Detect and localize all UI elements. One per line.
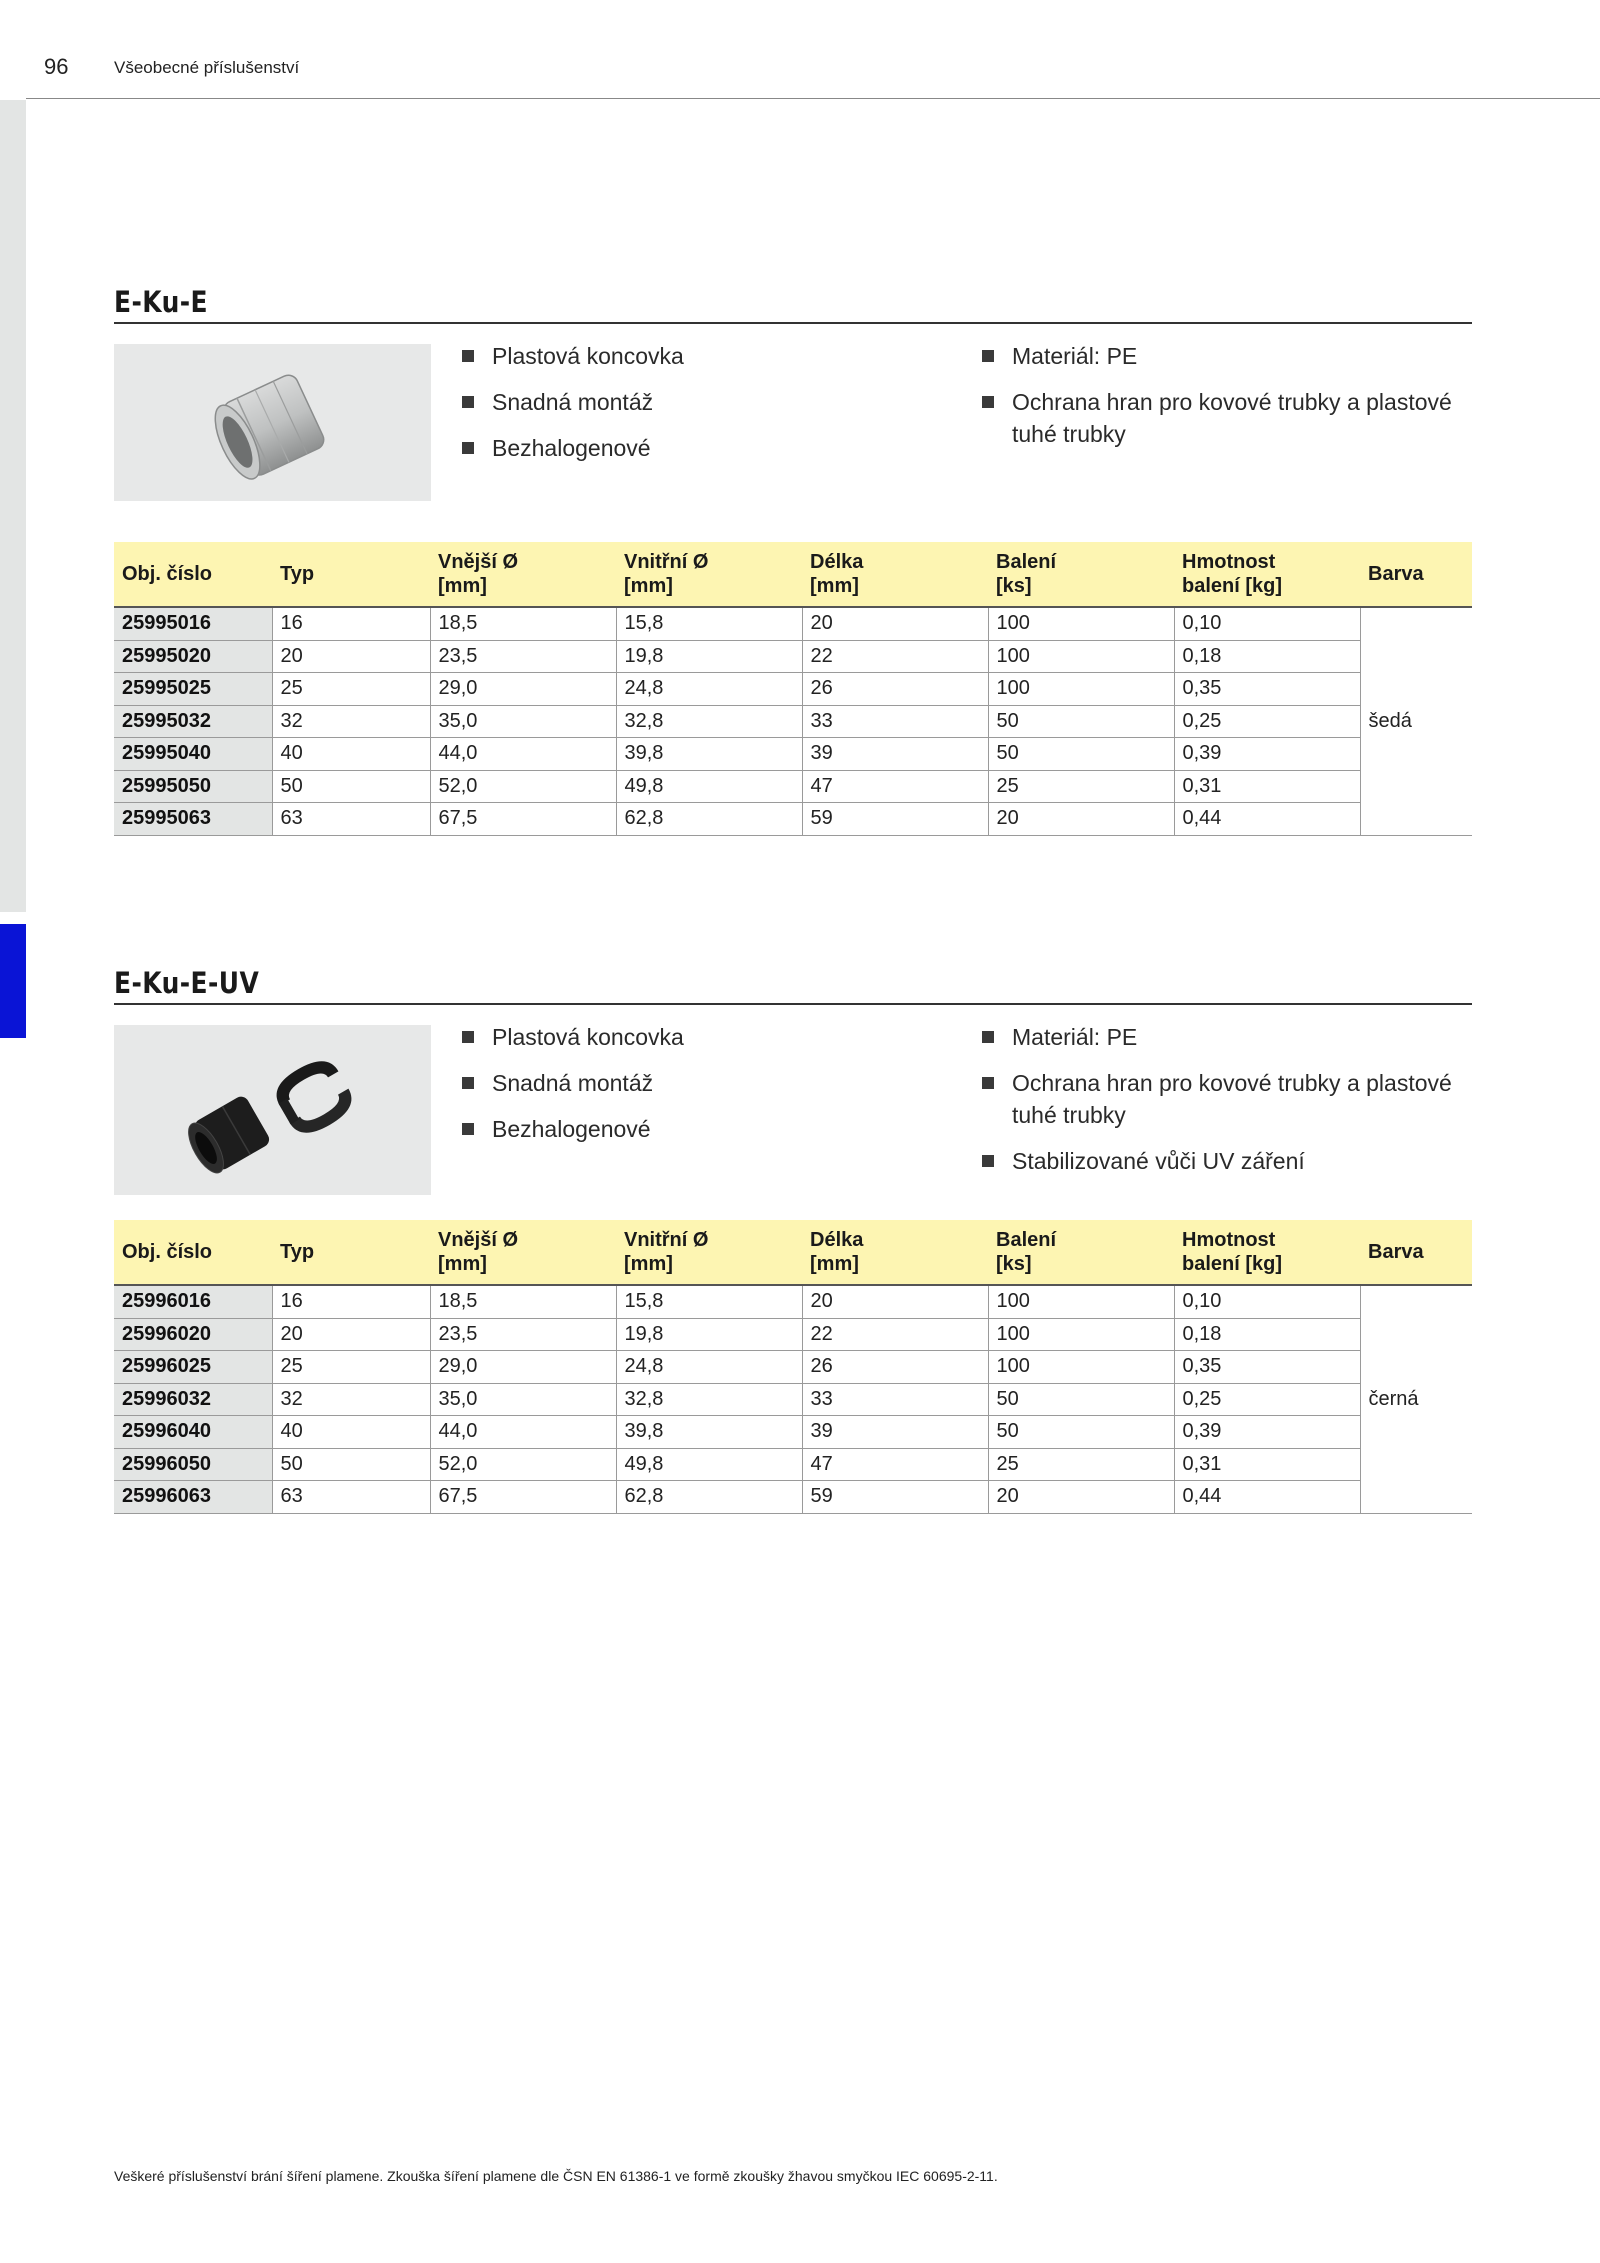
table-cell: 24,8 — [616, 1351, 802, 1384]
table-cell: 16 — [272, 1285, 430, 1318]
feature-item: Plastová koncovka — [462, 340, 942, 372]
table-cell: 20 — [272, 640, 430, 673]
column-header: Balení [ks] — [988, 542, 1174, 607]
table-cell: 39,8 — [616, 1416, 802, 1449]
table-cell: 52,0 — [430, 1448, 616, 1481]
colour-cell: šedá — [1360, 607, 1472, 835]
order-number-cell: 25995032 — [114, 705, 272, 738]
table-cell: 39,8 — [616, 738, 802, 771]
column-header: Délka [mm] — [802, 1220, 988, 1285]
table-cell: 0,31 — [1174, 770, 1360, 803]
table-cell: 100 — [988, 1351, 1174, 1384]
square-bullet-icon — [982, 1077, 994, 1089]
square-bullet-icon — [982, 1155, 994, 1167]
square-bullet-icon — [982, 350, 994, 362]
square-bullet-icon — [462, 1077, 474, 1089]
table-cell: 20 — [272, 1318, 430, 1351]
table-row — [114, 738, 1472, 771]
feature-item: Snadná montáž — [462, 1067, 942, 1099]
column-header: Obj. číslo — [114, 1220, 272, 1285]
table-cell: 47 — [802, 770, 988, 803]
table-row — [114, 1285, 1472, 1318]
table-cell: 0,18 — [1174, 1318, 1360, 1351]
table-cell: 49,8 — [616, 1448, 802, 1481]
feature-list-right — [982, 1021, 1482, 1191]
page-header — [0, 0, 1600, 100]
table-cell: 20 — [802, 607, 988, 640]
table-cell: 0,35 — [1174, 673, 1360, 706]
table-cell: 35,0 — [430, 705, 616, 738]
table-cell: 0,10 — [1174, 1285, 1360, 1318]
feature-item: Bezhalogenové — [462, 432, 942, 464]
table-cell: 62,8 — [616, 1481, 802, 1514]
section-divider — [114, 1003, 1472, 1005]
table-cell: 15,8 — [616, 607, 802, 640]
square-bullet-icon — [462, 350, 474, 362]
table-cell: 50 — [988, 705, 1174, 738]
table-cell: 23,5 — [430, 1318, 616, 1351]
colour-cell: černá — [1360, 1285, 1472, 1513]
column-header: Vnější Ø [mm] — [430, 1220, 616, 1285]
table-cell: 22 — [802, 640, 988, 673]
table-cell: 67,5 — [430, 803, 616, 836]
table-row — [114, 640, 1472, 673]
column-header: Barva — [1360, 1220, 1472, 1285]
table-cell: 25 — [272, 1351, 430, 1384]
table-cell: 35,0 — [430, 1383, 616, 1416]
square-bullet-icon — [462, 1123, 474, 1135]
table-row — [114, 803, 1472, 836]
side-chapter-marker — [0, 924, 26, 1038]
table-cell: 47 — [802, 1448, 988, 1481]
table-cell: 18,5 — [430, 607, 616, 640]
table-cell: 67,5 — [430, 1481, 616, 1514]
table-cell: 23,5 — [430, 640, 616, 673]
table-cell: 62,8 — [616, 803, 802, 836]
table-cell: 22 — [802, 1318, 988, 1351]
table-cell: 63 — [272, 803, 430, 836]
product-intro — [114, 344, 1472, 512]
table-row — [114, 1383, 1472, 1416]
feature-item: Stabilizované vůči UV záření — [982, 1145, 1482, 1177]
feature-list-right — [982, 340, 1482, 464]
square-bullet-icon — [462, 442, 474, 454]
table-cell: 0,25 — [1174, 705, 1360, 738]
table-cell: 59 — [802, 803, 988, 836]
table-cell: 33 — [802, 1383, 988, 1416]
table-row — [114, 770, 1472, 803]
table-header-row — [114, 542, 1472, 607]
table-cell: 0,44 — [1174, 803, 1360, 836]
table-cell: 0,10 — [1174, 607, 1360, 640]
order-number-cell: 25995025 — [114, 673, 272, 706]
table-cell: 25 — [272, 673, 430, 706]
order-number-cell: 25995040 — [114, 738, 272, 771]
table-cell: 44,0 — [430, 738, 616, 771]
table-cell: 25 — [988, 770, 1174, 803]
column-header: Typ — [272, 542, 430, 607]
table-cell: 100 — [988, 607, 1174, 640]
column-header: Barva — [1360, 542, 1472, 607]
table-cell: 32 — [272, 1383, 430, 1416]
product-photo-black-end-cap — [114, 1025, 431, 1195]
table-cell: 16 — [272, 607, 430, 640]
table-cell: 40 — [272, 738, 430, 771]
table-cell: 39 — [802, 1416, 988, 1449]
table-cell: 0,31 — [1174, 1448, 1360, 1481]
table-cell: 15,8 — [616, 1285, 802, 1318]
table-cell: 40 — [272, 1416, 430, 1449]
feature-item: Plastová koncovka — [462, 1021, 942, 1053]
table-cell: 32,8 — [616, 705, 802, 738]
table-cell: 100 — [988, 1318, 1174, 1351]
table-cell: 100 — [988, 640, 1174, 673]
table-cell: 25 — [988, 1448, 1174, 1481]
order-number-cell: 25995050 — [114, 770, 272, 803]
square-bullet-icon — [982, 1031, 994, 1043]
side-tab-strip — [0, 100, 26, 912]
column-header: Obj. číslo — [114, 542, 272, 607]
table-cell: 26 — [802, 1351, 988, 1384]
feature-item: Snadná montáž — [462, 386, 942, 418]
section-divider — [114, 322, 1472, 324]
feature-item: Materiál: PE — [982, 340, 1482, 372]
table-cell: 0,35 — [1174, 1351, 1360, 1384]
page-number: 96 — [44, 54, 69, 79]
square-bullet-icon — [462, 1031, 474, 1043]
table-cell: 44,0 — [430, 1416, 616, 1449]
header-divider — [26, 98, 1600, 99]
column-header: Vnitřní Ø [mm] — [616, 542, 802, 607]
table-cell: 26 — [802, 673, 988, 706]
feature-list-left — [462, 1021, 942, 1159]
table-cell: 24,8 — [616, 673, 802, 706]
table-cell: 52,0 — [430, 770, 616, 803]
section-title: E-Ku-E — [114, 285, 209, 319]
section-title: E-Ku-E-UV — [114, 966, 260, 1000]
table-cell: 100 — [988, 673, 1174, 706]
order-number-cell: 25996040 — [114, 1416, 272, 1449]
feature-item: Materiál: PE — [982, 1021, 1482, 1053]
table-row — [114, 607, 1472, 640]
table-cell: 39 — [802, 738, 988, 771]
table-cell: 29,0 — [430, 1351, 616, 1384]
table-cell: 0,39 — [1174, 738, 1360, 771]
table-cell: 18,5 — [430, 1285, 616, 1318]
table-header-row — [114, 1220, 1472, 1285]
table-cell: 100 — [988, 1285, 1174, 1318]
order-number-cell: 25996063 — [114, 1481, 272, 1514]
table-row — [114, 1318, 1472, 1351]
product-section-e-ku-e-uv — [114, 963, 1472, 1514]
table-cell: 63 — [272, 1481, 430, 1514]
spec-table — [114, 542, 1472, 836]
table-cell: 50 — [272, 770, 430, 803]
feature-item: Bezhalogenové — [462, 1113, 942, 1145]
table-row — [114, 1416, 1472, 1449]
order-number-cell: 25995063 — [114, 803, 272, 836]
table-cell: 50 — [272, 1448, 430, 1481]
table-row — [114, 705, 1472, 738]
table-row — [114, 1448, 1472, 1481]
table-cell: 32,8 — [616, 1383, 802, 1416]
order-number-cell: 25996020 — [114, 1318, 272, 1351]
table-cell: 0,18 — [1174, 640, 1360, 673]
order-number-cell: 25996025 — [114, 1351, 272, 1384]
footnote: Veškeré příslušenství brání šíření plamene. Zkouška šíření plamene dle ČSN EN 61386-1 ve formě zkoušky žhavou smyčkou IEC 60695-2-11. — [114, 2168, 998, 2184]
column-header: Hmotnost balení [kg] — [1174, 1220, 1360, 1285]
table-cell: 19,8 — [616, 640, 802, 673]
column-header: Vnitřní Ø [mm] — [616, 1220, 802, 1285]
product-intro — [114, 1025, 1472, 1193]
feature-item: Ochrana hran pro kovové trubky a plastové tuhé trubky — [982, 1067, 1482, 1131]
square-bullet-icon — [982, 396, 994, 408]
order-number-cell: 25996016 — [114, 1285, 272, 1318]
table-cell: 29,0 — [430, 673, 616, 706]
square-bullet-icon — [462, 396, 474, 408]
table-row — [114, 1481, 1472, 1514]
column-header: Typ — [272, 1220, 430, 1285]
feature-item: Ochrana hran pro kovové trubky a plastové tuhé trubky — [982, 386, 1482, 450]
column-header: Balení [ks] — [988, 1220, 1174, 1285]
table-cell: 49,8 — [616, 770, 802, 803]
table-cell: 0,44 — [1174, 1481, 1360, 1514]
table-row — [114, 1351, 1472, 1384]
spec-table — [114, 1220, 1472, 1514]
column-header: Vnější Ø [mm] — [430, 542, 616, 607]
table-cell: 32 — [272, 705, 430, 738]
product-photo-grey-end-cap — [114, 344, 431, 501]
order-number-cell: 25996032 — [114, 1383, 272, 1416]
order-number-cell: 25995020 — [114, 640, 272, 673]
order-number-cell: 25996050 — [114, 1448, 272, 1481]
table-cell: 50 — [988, 1416, 1174, 1449]
table-cell: 20 — [988, 1481, 1174, 1514]
table-cell: 20 — [988, 803, 1174, 836]
column-header: Délka [mm] — [802, 542, 988, 607]
table-cell: 0,39 — [1174, 1416, 1360, 1449]
table-cell: 20 — [802, 1285, 988, 1318]
running-title: Všeobecné příslušenství — [114, 58, 300, 77]
table-cell: 0,25 — [1174, 1383, 1360, 1416]
product-section-e-ku-e — [114, 282, 1472, 836]
table-cell: 50 — [988, 1383, 1174, 1416]
table-cell: 19,8 — [616, 1318, 802, 1351]
table-cell: 33 — [802, 705, 988, 738]
order-number-cell: 25995016 — [114, 607, 272, 640]
feature-list-left — [462, 340, 942, 478]
table-row — [114, 673, 1472, 706]
column-header: Hmotnost balení [kg] — [1174, 542, 1360, 607]
table-cell: 59 — [802, 1481, 988, 1514]
table-cell: 50 — [988, 738, 1174, 771]
